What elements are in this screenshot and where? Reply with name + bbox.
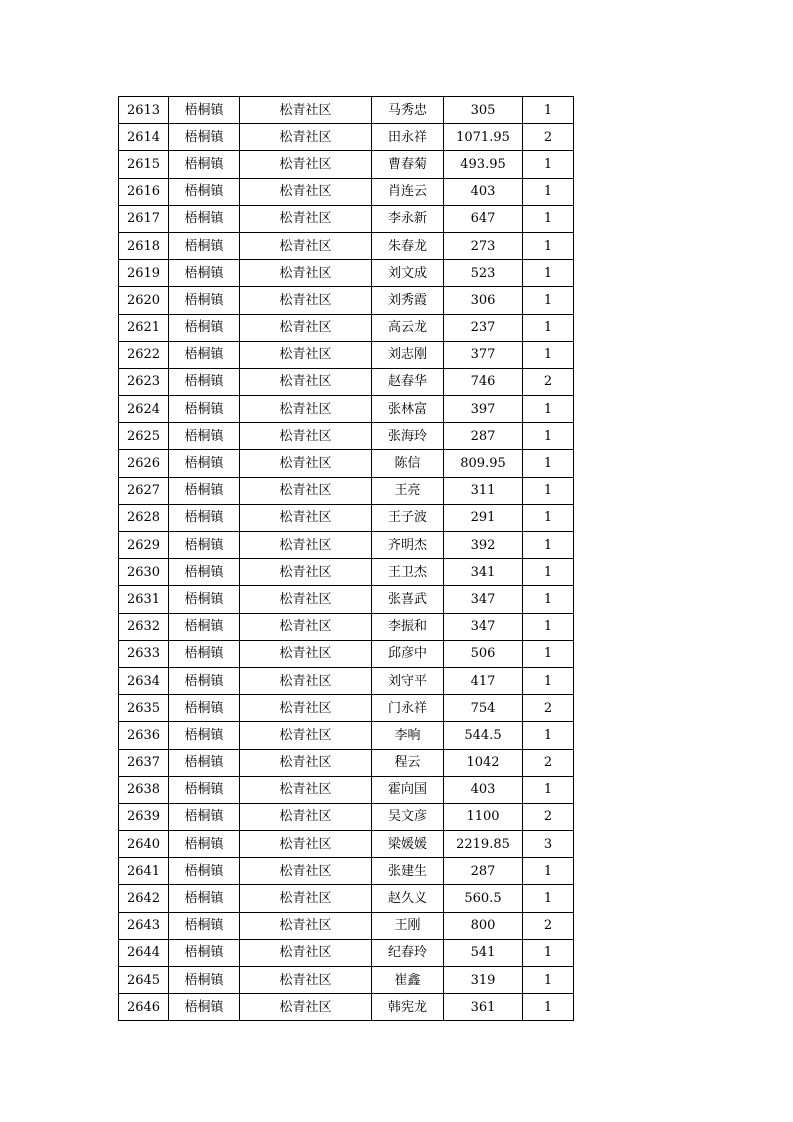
- table-row: [119, 178, 574, 205]
- community-cell: 松青社区: [240, 178, 372, 205]
- row-number-cell: 2628: [119, 504, 169, 531]
- table-row: [119, 803, 574, 830]
- row-number-cell: 2615: [119, 151, 169, 178]
- table-row: [119, 396, 574, 423]
- town-cell: 梧桐镇: [169, 97, 240, 124]
- name-cell: 程云: [372, 749, 444, 776]
- people-count-cell: 1: [523, 341, 574, 368]
- people-count-cell: 1: [523, 504, 574, 531]
- town-cell: 梧桐镇: [169, 396, 240, 423]
- row-number-cell: 2642: [119, 885, 169, 912]
- town-cell: 梧桐镇: [169, 532, 240, 559]
- community-cell: 松青社区: [240, 396, 372, 423]
- town-cell: 梧桐镇: [169, 722, 240, 749]
- table-row: [119, 586, 574, 613]
- name-cell: 邱彦中: [372, 640, 444, 667]
- people-count-cell: 1: [523, 613, 574, 640]
- community-cell: 松青社区: [240, 205, 372, 232]
- amount-cell: 541: [444, 939, 523, 966]
- amount-cell: 287: [444, 858, 523, 885]
- town-cell: 梧桐镇: [169, 287, 240, 314]
- row-number-cell: 2620: [119, 287, 169, 314]
- amount-cell: 287: [444, 423, 523, 450]
- people-count-cell: 1: [523, 939, 574, 966]
- town-cell: 梧桐镇: [169, 504, 240, 531]
- people-count-cell: 1: [523, 450, 574, 477]
- table-row: [119, 967, 574, 994]
- town-cell: 梧桐镇: [169, 749, 240, 776]
- people-count-cell: 2: [523, 124, 574, 151]
- town-cell: 梧桐镇: [169, 205, 240, 232]
- amount-cell: 417: [444, 667, 523, 694]
- name-cell: 高云龙: [372, 314, 444, 341]
- community-cell: 松青社区: [240, 640, 372, 667]
- name-cell: 肖连云: [372, 178, 444, 205]
- table-row: [119, 613, 574, 640]
- amount-cell: 319: [444, 967, 523, 994]
- name-cell: 赵久义: [372, 885, 444, 912]
- amount-cell: 2219.85: [444, 831, 523, 858]
- row-number-cell: 2614: [119, 124, 169, 151]
- community-cell: 松青社区: [240, 314, 372, 341]
- amount-cell: 306: [444, 287, 523, 314]
- community-cell: 松青社区: [240, 613, 372, 640]
- town-cell: 梧桐镇: [169, 232, 240, 259]
- table-row: [119, 423, 574, 450]
- amount-cell: 1042: [444, 749, 523, 776]
- people-count-cell: 1: [523, 396, 574, 423]
- community-cell: 松青社区: [240, 831, 372, 858]
- table-row: [119, 939, 574, 966]
- amount-cell: 311: [444, 477, 523, 504]
- people-count-cell: 1: [523, 314, 574, 341]
- people-count-cell: 1: [523, 776, 574, 803]
- row-number-cell: 2625: [119, 423, 169, 450]
- row-number-cell: 2621: [119, 314, 169, 341]
- row-number-cell: 2632: [119, 613, 169, 640]
- community-cell: 松青社区: [240, 667, 372, 694]
- town-cell: 梧桐镇: [169, 178, 240, 205]
- town-cell: 梧桐镇: [169, 260, 240, 287]
- town-cell: 梧桐镇: [169, 586, 240, 613]
- name-cell: 李响: [372, 722, 444, 749]
- amount-cell: 493.95: [444, 151, 523, 178]
- community-cell: 松青社区: [240, 287, 372, 314]
- row-number-cell: 2634: [119, 667, 169, 694]
- name-cell: 门永祥: [372, 695, 444, 722]
- table-row: [119, 151, 574, 178]
- table-row: [119, 314, 574, 341]
- community-cell: 松青社区: [240, 912, 372, 939]
- name-cell: 王刚: [372, 912, 444, 939]
- name-cell: 刘守平: [372, 667, 444, 694]
- community-cell: 松青社区: [240, 97, 372, 124]
- table-row: [119, 504, 574, 531]
- community-cell: 松青社区: [240, 749, 372, 776]
- town-cell: 梧桐镇: [169, 939, 240, 966]
- table-row: [119, 885, 574, 912]
- table-row: [119, 97, 574, 124]
- name-cell: 马秀忠: [372, 97, 444, 124]
- table-row: [119, 450, 574, 477]
- name-cell: 霍向国: [372, 776, 444, 803]
- people-count-cell: 2: [523, 749, 574, 776]
- row-number-cell: 2627: [119, 477, 169, 504]
- amount-cell: 1100: [444, 803, 523, 830]
- town-cell: 梧桐镇: [169, 314, 240, 341]
- town-cell: 梧桐镇: [169, 559, 240, 586]
- name-cell: 李振和: [372, 613, 444, 640]
- community-cell: 松青社区: [240, 232, 372, 259]
- people-count-cell: 1: [523, 260, 574, 287]
- row-number-cell: 2626: [119, 450, 169, 477]
- people-count-cell: 1: [523, 97, 574, 124]
- community-cell: 松青社区: [240, 260, 372, 287]
- row-number-cell: 2638: [119, 776, 169, 803]
- row-number-cell: 2616: [119, 178, 169, 205]
- people-count-cell: 1: [523, 477, 574, 504]
- town-cell: 梧桐镇: [169, 667, 240, 694]
- data-table: [118, 96, 574, 1021]
- table-row: [119, 368, 574, 395]
- table-row: [119, 858, 574, 885]
- amount-cell: 392: [444, 532, 523, 559]
- town-cell: 梧桐镇: [169, 423, 240, 450]
- row-number-cell: 2646: [119, 994, 169, 1021]
- name-cell: 齐明杰: [372, 532, 444, 559]
- row-number-cell: 2640: [119, 831, 169, 858]
- people-count-cell: 1: [523, 967, 574, 994]
- town-cell: 梧桐镇: [169, 858, 240, 885]
- community-cell: 松青社区: [240, 858, 372, 885]
- name-cell: 张海玲: [372, 423, 444, 450]
- community-cell: 松青社区: [240, 124, 372, 151]
- amount-cell: 305: [444, 97, 523, 124]
- table-row: [119, 559, 574, 586]
- people-count-cell: 1: [523, 287, 574, 314]
- people-count-cell: 1: [523, 232, 574, 259]
- people-count-cell: 2: [523, 368, 574, 395]
- amount-cell: 291: [444, 504, 523, 531]
- row-number-cell: 2631: [119, 586, 169, 613]
- community-cell: 松青社区: [240, 504, 372, 531]
- people-count-cell: 2: [523, 695, 574, 722]
- town-cell: 梧桐镇: [169, 151, 240, 178]
- town-cell: 梧桐镇: [169, 912, 240, 939]
- name-cell: 朱春龙: [372, 232, 444, 259]
- table-row: [119, 287, 574, 314]
- row-number-cell: 2636: [119, 722, 169, 749]
- town-cell: 梧桐镇: [169, 640, 240, 667]
- table-row: [119, 205, 574, 232]
- table-row: [119, 831, 574, 858]
- row-number-cell: 2641: [119, 858, 169, 885]
- table-row: [119, 749, 574, 776]
- row-number-cell: 2635: [119, 695, 169, 722]
- town-cell: 梧桐镇: [169, 450, 240, 477]
- name-cell: 陈信: [372, 450, 444, 477]
- name-cell: 曹春菊: [372, 151, 444, 178]
- community-cell: 松青社区: [240, 450, 372, 477]
- town-cell: 梧桐镇: [169, 695, 240, 722]
- name-cell: 张建生: [372, 858, 444, 885]
- name-cell: 梁媛媛: [372, 831, 444, 858]
- amount-cell: 341: [444, 559, 523, 586]
- amount-cell: 754: [444, 695, 523, 722]
- name-cell: 崔鑫: [372, 967, 444, 994]
- amount-cell: 237: [444, 314, 523, 341]
- community-cell: 松青社区: [240, 368, 372, 395]
- people-count-cell: 1: [523, 205, 574, 232]
- town-cell: 梧桐镇: [169, 341, 240, 368]
- town-cell: 梧桐镇: [169, 831, 240, 858]
- name-cell: 王亮: [372, 477, 444, 504]
- name-cell: 王卫杰: [372, 559, 444, 586]
- people-count-cell: 1: [523, 640, 574, 667]
- people-count-cell: 1: [523, 858, 574, 885]
- name-cell: 李永新: [372, 205, 444, 232]
- row-number-cell: 2629: [119, 532, 169, 559]
- community-cell: 松青社区: [240, 885, 372, 912]
- row-number-cell: 2637: [119, 749, 169, 776]
- row-number-cell: 2630: [119, 559, 169, 586]
- amount-cell: 809.95: [444, 450, 523, 477]
- name-cell: 刘文成: [372, 260, 444, 287]
- name-cell: 刘秀霞: [372, 287, 444, 314]
- row-number-cell: 2617: [119, 205, 169, 232]
- amount-cell: 746: [444, 368, 523, 395]
- table-row: [119, 695, 574, 722]
- table-row: [119, 232, 574, 259]
- community-cell: 松青社区: [240, 939, 372, 966]
- name-cell: 纪春玲: [372, 939, 444, 966]
- people-count-cell: 1: [523, 885, 574, 912]
- community-cell: 松青社区: [240, 803, 372, 830]
- amount-cell: 377: [444, 341, 523, 368]
- amount-cell: 397: [444, 396, 523, 423]
- people-count-cell: 1: [523, 423, 574, 450]
- table-row: [119, 341, 574, 368]
- amount-cell: 523: [444, 260, 523, 287]
- amount-cell: 403: [444, 178, 523, 205]
- people-count-cell: 3: [523, 831, 574, 858]
- row-number-cell: 2639: [119, 803, 169, 830]
- row-number-cell: 2618: [119, 232, 169, 259]
- table-row: [119, 667, 574, 694]
- amount-cell: 347: [444, 586, 523, 613]
- name-cell: 吴文彦: [372, 803, 444, 830]
- table-row: [119, 912, 574, 939]
- amount-cell: 273: [444, 232, 523, 259]
- community-cell: 松青社区: [240, 994, 372, 1021]
- name-cell: 田永祥: [372, 124, 444, 151]
- row-number-cell: 2643: [119, 912, 169, 939]
- community-cell: 松青社区: [240, 477, 372, 504]
- row-number-cell: 2644: [119, 939, 169, 966]
- people-count-cell: 1: [523, 722, 574, 749]
- town-cell: 梧桐镇: [169, 124, 240, 151]
- community-cell: 松青社区: [240, 967, 372, 994]
- people-count-cell: 2: [523, 912, 574, 939]
- amount-cell: 1071.95: [444, 124, 523, 151]
- table-row: [119, 260, 574, 287]
- amount-cell: 506: [444, 640, 523, 667]
- people-count-cell: 1: [523, 151, 574, 178]
- table-body: [119, 97, 574, 1021]
- community-cell: 松青社区: [240, 586, 372, 613]
- row-number-cell: 2622: [119, 341, 169, 368]
- amount-cell: 361: [444, 994, 523, 1021]
- row-number-cell: 2633: [119, 640, 169, 667]
- town-cell: 梧桐镇: [169, 368, 240, 395]
- amount-cell: 403: [444, 776, 523, 803]
- community-cell: 松青社区: [240, 559, 372, 586]
- table-row: [119, 124, 574, 151]
- table-row: [119, 532, 574, 559]
- community-cell: 松青社区: [240, 722, 372, 749]
- name-cell: 王子波: [372, 504, 444, 531]
- amount-cell: 347: [444, 613, 523, 640]
- community-cell: 松青社区: [240, 776, 372, 803]
- people-count-cell: 2: [523, 803, 574, 830]
- row-number-cell: 2624: [119, 396, 169, 423]
- community-cell: 松青社区: [240, 695, 372, 722]
- people-count-cell: 1: [523, 667, 574, 694]
- row-number-cell: 2619: [119, 260, 169, 287]
- community-cell: 松青社区: [240, 341, 372, 368]
- people-count-cell: 1: [523, 994, 574, 1021]
- community-cell: 松青社区: [240, 423, 372, 450]
- table-row: [119, 640, 574, 667]
- town-cell: 梧桐镇: [169, 776, 240, 803]
- name-cell: 韩宪龙: [372, 994, 444, 1021]
- table-row: [119, 776, 574, 803]
- amount-cell: 647: [444, 205, 523, 232]
- table-row: [119, 994, 574, 1021]
- name-cell: 张林富: [372, 396, 444, 423]
- town-cell: 梧桐镇: [169, 803, 240, 830]
- table-row: [119, 722, 574, 749]
- town-cell: 梧桐镇: [169, 613, 240, 640]
- amount-cell: 560.5: [444, 885, 523, 912]
- name-cell: 张喜武: [372, 586, 444, 613]
- people-count-cell: 1: [523, 559, 574, 586]
- table-row: [119, 477, 574, 504]
- name-cell: 刘志刚: [372, 341, 444, 368]
- community-cell: 松青社区: [240, 532, 372, 559]
- people-count-cell: 1: [523, 178, 574, 205]
- town-cell: 梧桐镇: [169, 994, 240, 1021]
- row-number-cell: 2645: [119, 967, 169, 994]
- town-cell: 梧桐镇: [169, 885, 240, 912]
- amount-cell: 800: [444, 912, 523, 939]
- row-number-cell: 2623: [119, 368, 169, 395]
- amount-cell: 544.5: [444, 722, 523, 749]
- town-cell: 梧桐镇: [169, 967, 240, 994]
- row-number-cell: 2613: [119, 97, 169, 124]
- community-cell: 松青社区: [240, 151, 372, 178]
- name-cell: 赵春华: [372, 368, 444, 395]
- people-count-cell: 1: [523, 586, 574, 613]
- town-cell: 梧桐镇: [169, 477, 240, 504]
- people-count-cell: 1: [523, 532, 574, 559]
